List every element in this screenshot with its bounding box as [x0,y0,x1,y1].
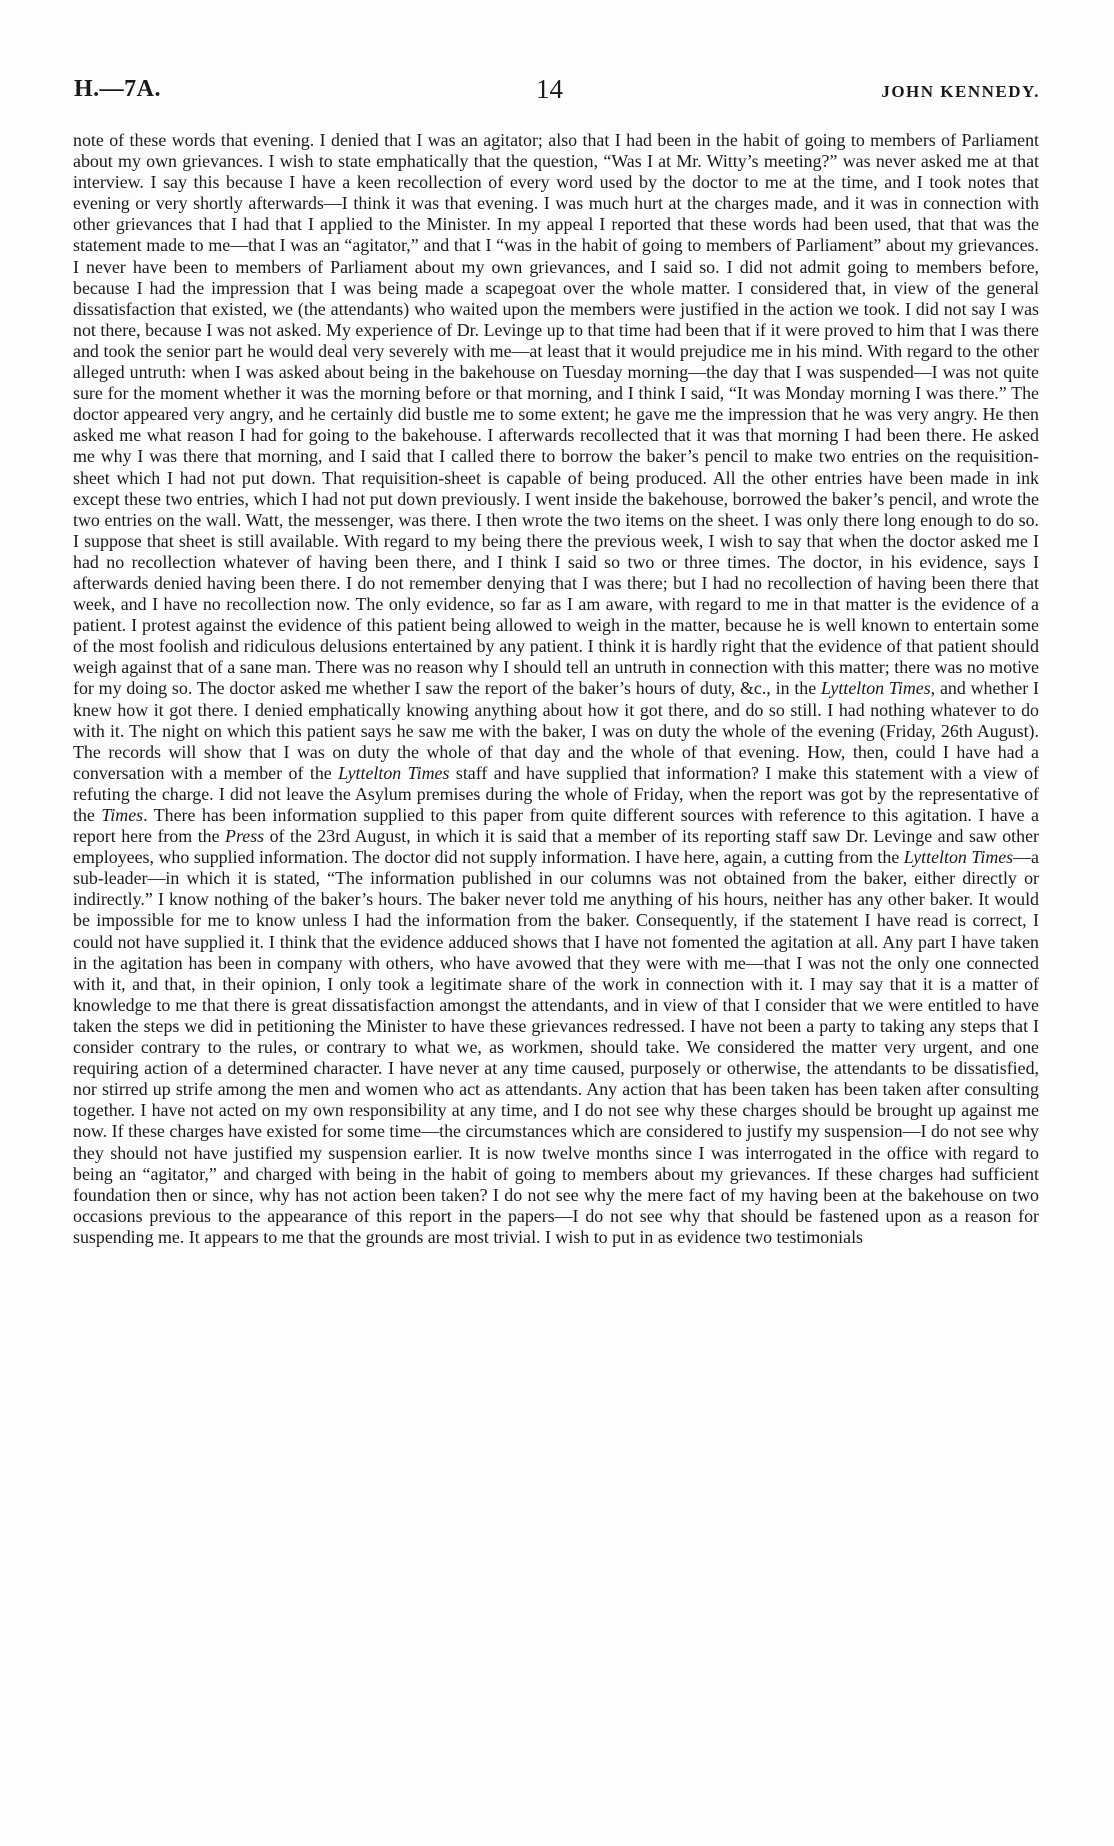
document-reference: H.—7A. [74,76,161,102]
text-segment: . There has been information supplied to this paper from quite different sources with reference to this agitation. I have a report here from the [73,805,1039,847]
text-segment: note of these words that evening. I denied that I was an agitator; also that I had been in the habit of going to members of Parliament about my own grievances. I wish to state emphatically that the question, “Was I at Mr. Witty’s meeting?” was never asked me at that interview. I say this because I have a keen recollection of every word used by the doctor to me at the time, and I took notes that evening or very shortly afterwards—I think it was that evening. I was much hurt at the charges made, and it was in connection with other grievances that I had that I applied to the Minister. In my appeal I reported that these words had been used, that that was the statement made to me—that I was an “agitator,” and that I “was in the habit of going to members of Parliament” about my grievances. I never have been to members of Parliament about my own grievances, and I said so. I did not admit going to members before, because I had the impression that I was being made a scapegoat over the whole matter. I considered that, in view of the general dissatisfaction that existed, we (the attendants) who waited upon the members were justified in the action we took. I did not say I was not there, because I was not asked. My experience of Dr. Levinge up to that time had been that if it were proved to him that I was there and took the senior part he would deal very severely with me—at least that it would prejudice me in his mind. With regard to the other alleged untruth: when I was asked about being in the bakehouse on Tuesday morning—the day that I was suspended—I was not quite sure for the moment whether it was the morning before or that morning, and I think I said, “It was Monday morning I was there.” The doctor appeared very angry, and he certainly did bustle me to some extent; he gave me the impression that he was very angry. He then asked me what reason I had for going to the bakehouse. I afterwards recollected that it was that morning I had been there. He asked me why I was there that morning, and I said that I called there to borrow the baker’s pencil to make two entries on the requisition-sheet which I had not put down. That requisition-sheet is capable of being produced. All the other entries have been made in ink except these two entries, which I had not put down previously. I went inside the bakehouse, borrowed the baker’s pencil, and wrote the two entries on the wall. Watt, the messenger, was there. I then wrote the two items on the sheet. I was only there long enough to do so. I suppose that sheet is still available. With regard to my being there the previous week, I wish to say that when the doctor asked me I had no recollection whatever of having been there, and I think I said so two or three times. The doctor, in his evidence, says I afterwards denied having been there. I do not remember denying that I was there; but I had no recollection of having been there that week, and I have no recollection now. The only evidence, so far as I am aware, with regard to me in that matter is the evidence of a patient. I protest against the evidence of this patient being allowed to weigh in the matter, because he is well known to entertain some of the most foolish and ridiculous delusions entertained by any patient. I think it is hardly right that the evidence of that patient should weigh against that of a sane man. There was no reason why I should tell an untruth in connection with this matter; there was no motive for my doing so. The doctor asked me whether I saw the report of the baker’s hours of duty, &c., in the [73,130,1039,699]
body-text [73,130,1039,1830]
newspaper-name: Press [225,826,265,847]
newspaper-name: Lyttelton Times [821,678,931,699]
newspaper-name: Lyttelton Times [338,762,450,783]
text-segment: —a sub-leader—in which it is stated, “The information published in our columns was not obtained from the baker, either directly or indirectly.” I know nothing of the baker’s hours. The baker never told me anything of his hours, neither has any other baker. It would be impossible for me to know unless I had the information from the baker. Consequently, if the statement I have read is correct, I could not have supplied it. I think that the evidence adduced shows that I have not fomented the agitation at all. Any part I have taken in the agitation has been in company with others, who have avowed that they were with me—that I was not the only one connected with it, and that, in their opinion, I only took a legitimate share of the work in connection with it. I may say that it is a matter of knowledge to me that there is great dissatisfaction amongst the attendants, and in view of that I consider that we were entitled to have taken the steps we did in petitioning the Minister to have these grievances redressed. I have not been a party to taking any steps that I consider contrary to the rules, or contrary to what we, as workmen, should take. We considered the matter very urgent, and one requiring action of a determined character. I have never at any time caused, purposely or otherwise, the attendants to be dissatisfied, nor stirred up strife among the men and women who act as attendants. Any action that has been taken has been taken after consulting together. I have not acted on my own responsibility at any time, and I do not see why these charges should be brought up against me now. If these charges have existed for some time—the circumstances which are considered to justify my suspension—I do not see why they should not have justified my suspension earlier. It is now twelve months since I was interrogated in the office with regard to being an “agitator,” and charged with being in the habit of going to members about my grievances. If these charges had sufficient foundation then or since, why has not action been taken? I do not see why the mere fact of my having been at the bakehouse on two occasions previous to the appearance of this report in the papers—I do not see why that should be fastened upon as a reason for suspending me. It appears to me that the grounds are most trivial. I wish to put in as evidence two testimonials [73,847,1039,1247]
text-segment: , and whether I knew how it got there. I denied emphatically knowing anything about how it got there, and do so still. I had nothing whatever to do with it. The night on which this patient says he saw me with the baker, I was on duty the whole of the evening (Friday, 26th August). The records will show that I was on duty the whole of that day and the whole of that evening. How, then, could I have had a conversation with a member of the [73,678,1039,783]
text-segment: staff and have supplied that information? I make this statement with a view of refuting the charge. I did not leave the Asylum premises during the whole of Friday, when the report was got by the representative of the [73,762,1039,825]
body-paragraph [73,130,1039,1248]
page-number: 14 [536,74,563,104]
text-segment: of the 23rd August, in which it is said that a member of its reporting staff saw Dr. Levinge and saw other employees, who supplied information. The doctor did not supply information. I have here, again, a cutting from the [73,826,1039,868]
newspaper-name: Times [101,805,144,825]
witness-name: JOHN KENNEDY. [881,82,1040,101]
newspaper-name: Lyttelton Times [903,847,1014,868]
page-header [74,76,1040,110]
